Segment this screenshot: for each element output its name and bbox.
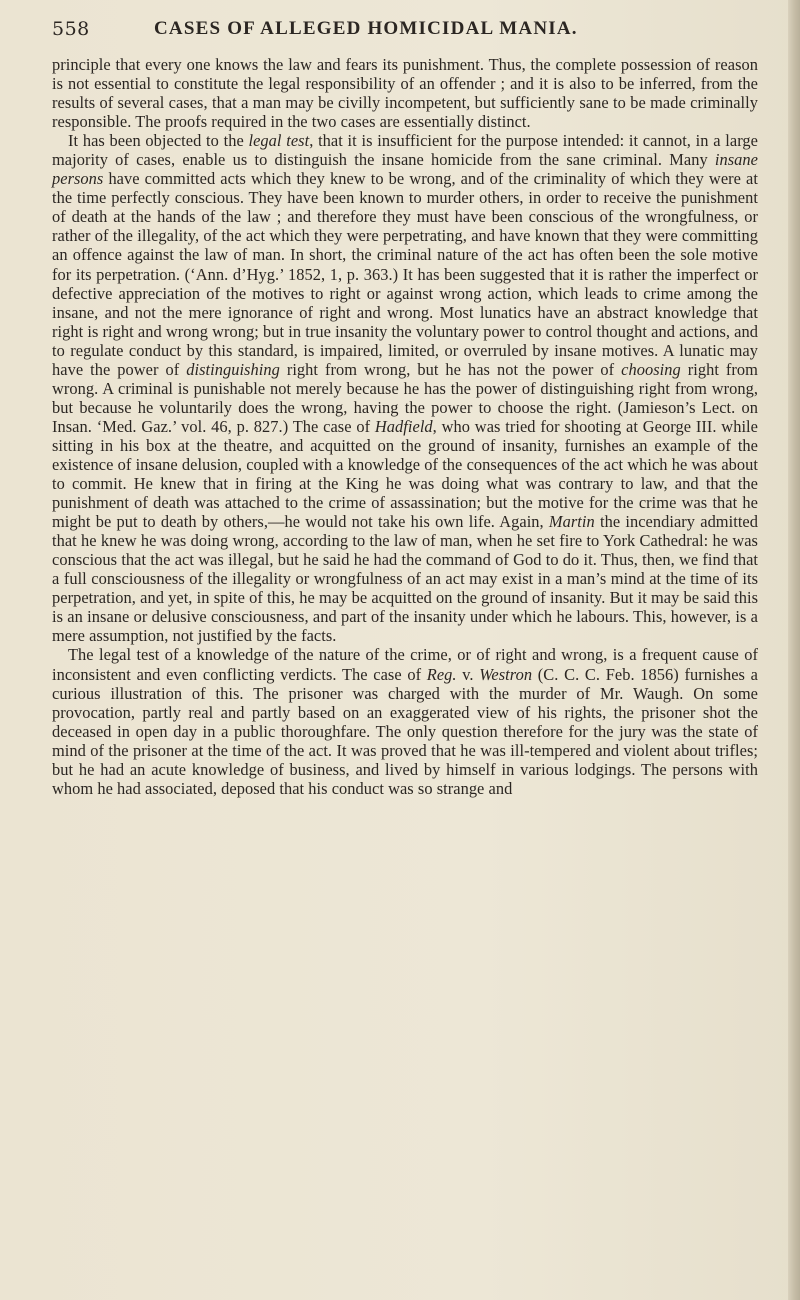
italic-term: insane persons — [52, 150, 758, 189]
text-run: principle that every one knows the law and fears its punishment. Thus, the complete possession of reason is not essential to constitute the legal responsibility of an offender ; and it is also to be inferred, from the results of several cases, that a man may be civilly incompetent, but sufficiently sane to be made criminally responsible. The proofs required in the two cases are essentially distinct. — [52, 55, 758, 132]
text-run: , that it is insufficient for the purpose intended: it cannot, in a large majority of cases, enable us to distinguish the insane homicide from the sane criminal. Many — [52, 131, 758, 170]
page-header — [52, 18, 757, 52]
text-run: It has been objected to the — [68, 131, 249, 151]
italic-term: Martin — [548, 512, 595, 532]
italic-term: legal test — [248, 131, 310, 151]
paragraph — [52, 131, 758, 645]
running-title: CASES OF ALLEGED HOMICIDAL MANIA. — [154, 18, 578, 39]
italic-term: choosing — [621, 359, 681, 379]
paragraph — [52, 645, 758, 797]
text-run: , who was tried for shooting at George III. while sitting in his box at the theatre, and acquitted on the ground of insanity, furnishes an example of the existence of insane delusion, coupled with a knowledge of the consequences of the act which he was about to commit. He knew that in firing at the King he was doing what was contrary to law, and that the punishment of death was attached to the crime of assassination; but the motive for the crime was that he might be put to death by others,—he would not take his own life. Again, — [52, 416, 758, 532]
italic-term: Westron — [479, 664, 533, 684]
page-edge-shadow — [788, 0, 800, 1300]
italic-term: Hadfield — [374, 416, 433, 436]
page-number: 558 — [52, 18, 90, 40]
italic-term: Reg. — [426, 664, 457, 684]
body-text — [52, 55, 758, 798]
italic-term: distinguishing — [186, 359, 280, 379]
paragraph — [52, 55, 758, 131]
text-run: right from wrong, but he has not the power of — [279, 359, 622, 379]
text-run: v. — [456, 664, 480, 684]
text-run: (C. C. C. Feb. 1856) furnishes a curious illustration of this. The prisoner was charged with the murder of Mr. Waugh. On some provocation, partly real and partly based on an exaggerated view of his rights, the prisoner shot the deceased in open day in a public thoroughfare. The only question therefore for the jury was the state of mind of the prisoner at the time of the act. It was proved that he was ill-tempered and violent about trifles; but he had an acute knowledge of business, and lived by himself in various lodgings. The persons with whom he had associated, deposed that his conduct was so strange and — [52, 664, 758, 798]
text-run: The legal test of a knowledge of the nature of the crime, or of right and wrong, is a frequent cause of inconsistent and even conflicting verdicts. The case of — [52, 645, 758, 684]
text-run: have committed acts which they knew to be wrong, and of the criminality of which they were at the time perfectly conscious. They have been known to murder others, in order to receive the punishment of death at the hands of the law ; and therefore they must have been conscious of the wrongfulness, or rather of the illegality, of the act which they were perpetrating, and have known that they were committing an offence against the law of man. In short, the criminal nature of the act has often been the sole motive for its perpetration. (‘Ann. d’Hyg.’ 1852, 1, p. 363.) It has been suggested that it is rather the imperfect or defective appreciation of the motives to right or against wrong action, which leads to crime among the insane, and not the mere ignorance of right and wrong. Most lunatics have an abstract knowledge that right is right and wrong wrong; but in true insanity the voluntary power to control thought and actions, and to regulate conduct by this standard, is impaired, limited, or overruled by insane motives. A lunatic may have the power of — [52, 169, 758, 379]
text-run: right from wrong. A criminal is punishable not merely because he has the power of distinguishing right from wrong, but because he voluntarily does the wrong, having the power to choose the right. (Jamieson’s Lect. on Insan. ‘Med. Gaz.’ vol. 46, p. 827.) The case of — [52, 359, 758, 436]
text-run: the incendiary admitted that he knew he was doing wrong, according to the law of man, when he set fire to York Cathedral: he was conscious that the act was illegal, but he said he had the command of God to do it. Thus, then, we find that a full consciousness of the illegality or wrongfulness of an act may exist in a man’s mind at the time of its perpetration, and yet, in spite of this, he may be acquitted on the ground of insanity. But it may be said this is an insane or delusive consciousness, and part of the insanity under which he labours. This, however, is a mere assumption, not justified by the facts. — [52, 512, 758, 646]
